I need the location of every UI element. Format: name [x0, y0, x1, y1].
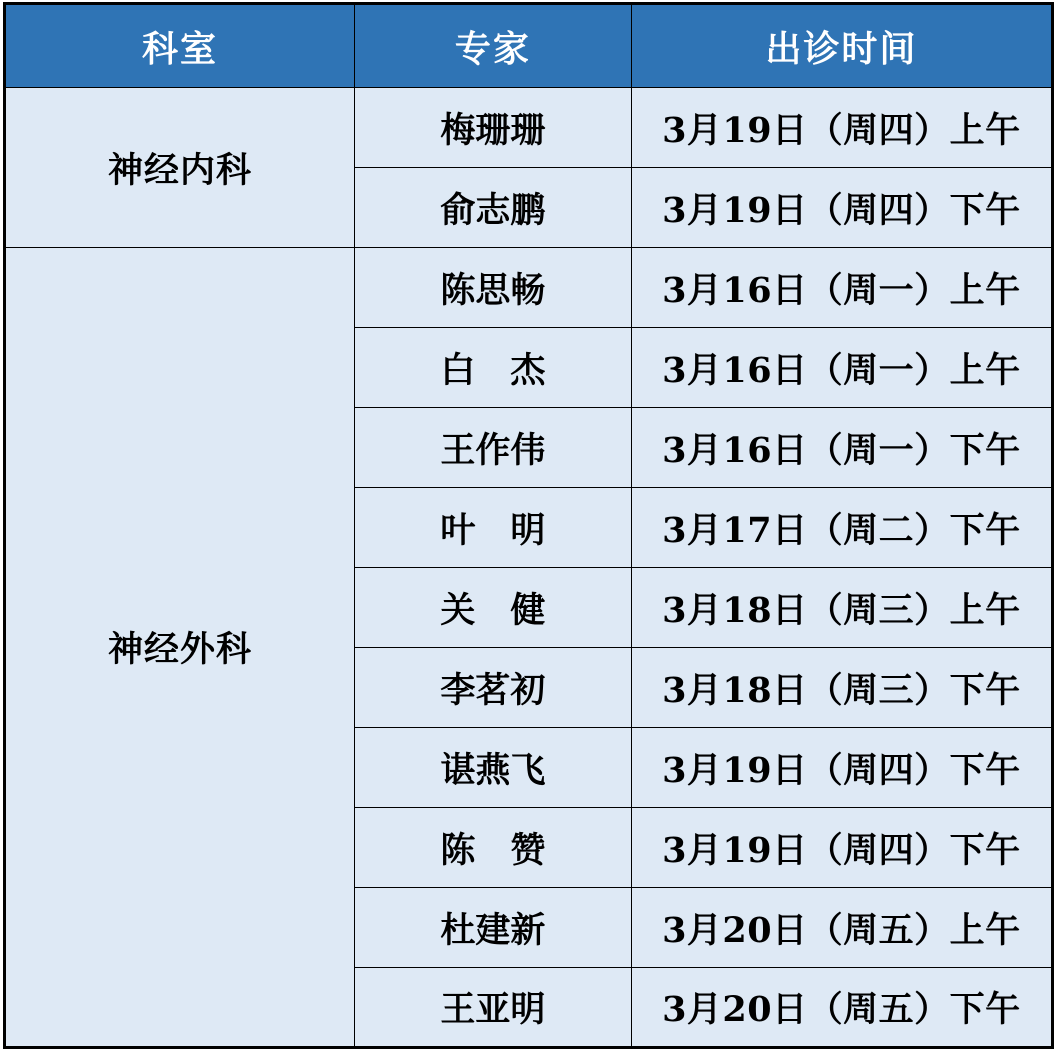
- expert-cell: 陈思畅: [355, 248, 632, 328]
- time-cell: 3月18日（周三）下午: [631, 648, 1052, 728]
- expert-cell: 王亚明: [355, 968, 632, 1048]
- schedule-table: [3, 2, 1054, 1049]
- department-cell: 神经内科: [5, 88, 355, 248]
- time-cell: 3月20日（周五）上午: [631, 888, 1052, 968]
- expert-cell: 王作伟: [355, 408, 632, 488]
- time-cell: 3月20日（周五）下午: [631, 968, 1052, 1048]
- expert-cell: 杜建新: [355, 888, 632, 968]
- time-cell: 3月16日（周一）下午: [631, 408, 1052, 488]
- expert-cell: 关 健: [355, 568, 632, 648]
- header-expert: 专家: [355, 4, 632, 88]
- expert-cell: 俞志鹏: [355, 168, 632, 248]
- expert-cell: 李茗初: [355, 648, 632, 728]
- table-row: [5, 248, 1053, 328]
- expert-cell: 白 杰: [355, 328, 632, 408]
- time-cell: 3月19日（周四）下午: [631, 168, 1052, 248]
- expert-cell: 梅珊珊: [355, 88, 632, 168]
- table-row: [5, 88, 1053, 168]
- time-cell: 3月19日（周四）下午: [631, 728, 1052, 808]
- header-department: 科室: [5, 4, 355, 88]
- expert-cell: 叶 明: [355, 488, 632, 568]
- expert-cell: 陈 赞: [355, 808, 632, 888]
- time-cell: 3月16日（周一）上午: [631, 328, 1052, 408]
- department-cell: 神经外科: [5, 248, 355, 1048]
- header-time: 出诊时间: [631, 4, 1052, 88]
- time-cell: 3月16日（周一）上午: [631, 248, 1052, 328]
- time-cell: 3月19日（周四）上午: [631, 88, 1052, 168]
- time-cell: 3月19日（周四）下午: [631, 808, 1052, 888]
- header-row: [5, 4, 1053, 88]
- time-cell: 3月17日（周二）下午: [631, 488, 1052, 568]
- time-cell: 3月18日（周三）上午: [631, 568, 1052, 648]
- expert-cell: 谌燕飞: [355, 728, 632, 808]
